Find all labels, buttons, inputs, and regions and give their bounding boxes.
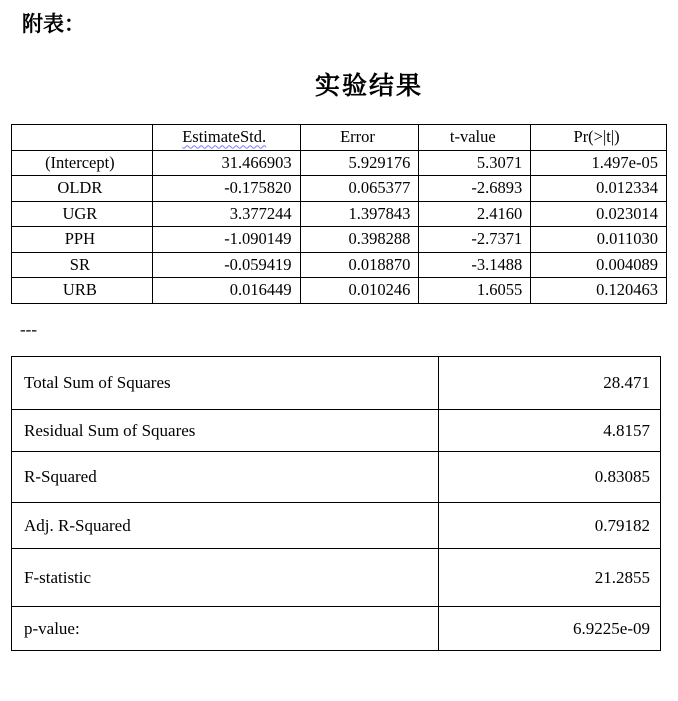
p-value-cell: 0.011030 [531, 227, 667, 253]
header-cell-blank [12, 125, 153, 151]
table-header-row [12, 125, 667, 151]
std-error-cell: 5.929176 [300, 150, 419, 176]
table-row [12, 176, 667, 202]
row-name-cell: OLDR [12, 176, 153, 202]
estimate-cell: 3.377244 [152, 201, 300, 227]
summary-row [12, 452, 661, 503]
estimate-cell: 31.466903 [152, 150, 300, 176]
summary-value-cell: 28.471 [439, 357, 661, 410]
summary-row [12, 549, 661, 607]
header-cell-error: Error [300, 125, 419, 151]
table-row [12, 201, 667, 227]
summary-value-cell: 0.83085 [439, 452, 661, 503]
summary-label-cell: Residual Sum of Squares [12, 410, 439, 452]
estimate-cell: 0.016449 [152, 278, 300, 304]
p-value-cell: 1.497e-05 [531, 150, 667, 176]
p-value-cell: 0.023014 [531, 201, 667, 227]
row-name-cell: (Intercept) [12, 150, 153, 176]
summary-label-cell: F-statistic [12, 549, 439, 607]
table-row [12, 150, 667, 176]
row-name-cell: URB [12, 278, 153, 304]
model-summary-table [11, 356, 661, 651]
table-row [12, 278, 667, 304]
separator-text: --- [20, 320, 37, 339]
std-error-cell: 0.065377 [300, 176, 419, 202]
summary-row [12, 607, 661, 651]
estimate-cell: -0.175820 [152, 176, 300, 202]
summary-label-cell: p-value: [12, 607, 439, 651]
p-value-cell: 0.120463 [531, 278, 667, 304]
std-error-cell: 0.398288 [300, 227, 419, 253]
t-value-cell: -2.7371 [419, 227, 531, 253]
summary-value-cell: 21.2855 [439, 549, 661, 607]
appendix-heading: 附表： [22, 12, 85, 36]
table-row [12, 252, 667, 278]
t-value-cell: -2.6893 [419, 176, 531, 202]
p-value-cell: 0.004089 [531, 252, 667, 278]
header-estimate-label: EstimateStd. [182, 127, 267, 147]
header-cell-estimate [152, 125, 300, 151]
summary-label-cell: Total Sum of Squares [12, 357, 439, 410]
std-error-cell: 1.397843 [300, 201, 419, 227]
row-name-cell: PPH [12, 227, 153, 253]
summary-value-cell: 0.79182 [439, 503, 661, 549]
t-value-cell: -3.1488 [419, 252, 531, 278]
std-error-cell: 0.010246 [300, 278, 419, 304]
row-name-cell: UGR [12, 201, 153, 227]
header-cell-t-value: t-value [419, 125, 531, 151]
summary-row [12, 503, 661, 549]
summary-value-cell: 6.9225e-09 [439, 607, 661, 651]
std-error-cell: 0.018870 [300, 252, 419, 278]
summary-label-cell: Adj. R-Squared [12, 503, 439, 549]
table-row [12, 227, 667, 253]
header-cell-p-value: Pr(>|t|) [531, 125, 667, 151]
t-value-cell: 2.4160 [419, 201, 531, 227]
summary-label-cell: R-Squared [12, 452, 439, 503]
estimate-cell: -0.059419 [152, 252, 300, 278]
estimate-cell: -1.090149 [152, 227, 300, 253]
t-value-cell: 1.6055 [419, 278, 531, 304]
document-title: 实验结果 [314, 71, 423, 100]
summary-row [12, 357, 661, 410]
summary-value-cell: 4.8157 [439, 410, 661, 452]
summary-row [12, 410, 661, 452]
t-value-cell: 5.3071 [419, 150, 531, 176]
p-value-cell: 0.012334 [531, 176, 667, 202]
coefficient-table [11, 124, 667, 304]
row-name-cell: SR [12, 252, 153, 278]
